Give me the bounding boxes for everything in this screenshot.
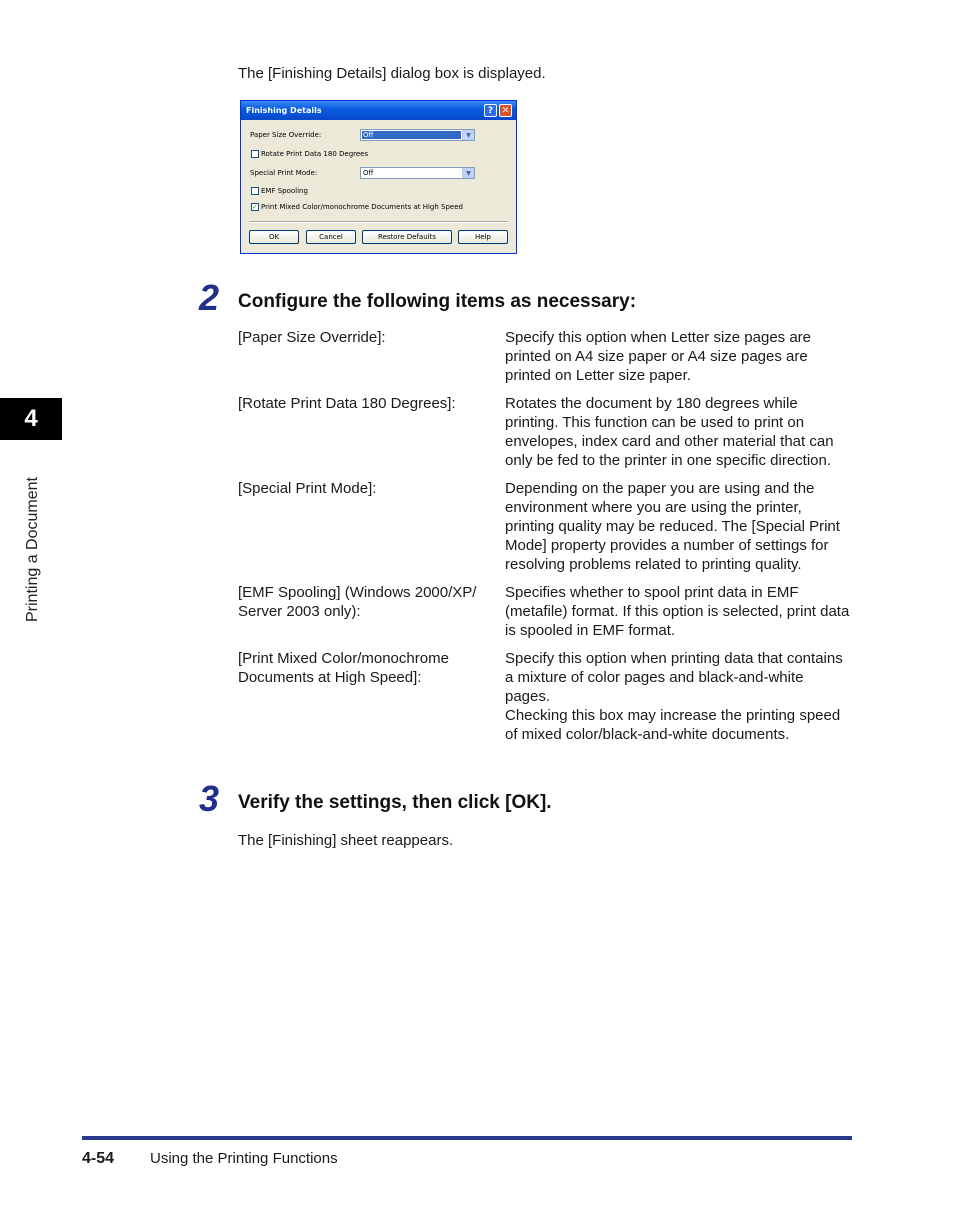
definition-description: Specifies whether to spool print data in EMF (metafile) format. If this option is selected, print data is spooled in EMF format. xyxy=(505,584,850,639)
definition-row xyxy=(238,394,853,470)
definition-description: Specify this option when Letter size pages are printed on A4 size paper or A4 size pages are printed on Letter size paper. xyxy=(505,329,812,384)
footer-rule xyxy=(82,1136,852,1140)
definition-description: Specify this option when printing data that contains a mixture of color pages and black-and-white pages. Checking this box may increase the printing speed of mixed color/black-and-white documents. xyxy=(505,650,843,743)
chevron-down-icon[interactable]: ▼ xyxy=(462,130,474,140)
cancel-button[interactable]: Cancel xyxy=(306,230,356,244)
paper-size-override-value: Off xyxy=(362,131,461,139)
emf-spooling-checkbox[interactable] xyxy=(251,187,259,195)
definition-row xyxy=(238,328,853,385)
paper-size-override-label: Paper Size Override: xyxy=(250,131,322,139)
definition-term: [Print Mixed Color/monochrome Documents at High Speed]: xyxy=(238,650,449,686)
intro-text: The [Finishing Details] dialog box is displayed. xyxy=(238,65,546,82)
definition-term: [EMF Spooling] (Windows 2000/XP/ Server 2003 only): xyxy=(238,584,477,620)
definition-term: [Paper Size Override]: xyxy=(238,329,386,346)
definition-description: Rotates the document by 180 degrees while printing. This function can be used to print on envelopes, index card and other material that can only be fed to the printer in one specific direction. xyxy=(505,395,834,469)
special-print-mode-value: Off xyxy=(363,169,374,177)
mixed-color-label: Print Mixed Color/monochrome Documents at High Speed xyxy=(261,203,463,211)
definition-row xyxy=(238,479,853,574)
chapter-side-title: Printing a Document xyxy=(24,477,41,622)
dialog-separator xyxy=(249,221,508,223)
step-3-text: The [Finishing] sheet reappears. xyxy=(238,832,454,849)
step-2-number: 2 xyxy=(199,277,220,318)
special-print-mode-select[interactable] xyxy=(360,167,475,179)
special-print-mode-label: Special Print Mode: xyxy=(250,169,318,177)
rotate-checkbox[interactable] xyxy=(251,150,259,158)
help-button[interactable]: Help xyxy=(458,230,508,244)
help-icon[interactable]: ? xyxy=(484,104,497,117)
settings-definition-list xyxy=(238,328,853,753)
definition-row xyxy=(238,649,853,744)
step-2-title: Configure the following items as necessary: xyxy=(238,291,637,312)
footer-section-title: Using the Printing Functions xyxy=(150,1150,338,1167)
restore-defaults-button[interactable]: Restore Defaults xyxy=(362,230,452,244)
chapter-number: 4 xyxy=(24,405,38,432)
page-number: 4-54 xyxy=(82,1150,115,1167)
paper-size-override-select[interactable] xyxy=(360,129,475,141)
definition-term: [Special Print Mode]: xyxy=(238,480,377,497)
mixed-color-checkbox[interactable]: ✓ xyxy=(252,203,258,211)
emf-spooling-label: EMF Spooling xyxy=(261,187,308,195)
step-3-title: Verify the settings, then click [OK]. xyxy=(238,792,552,813)
dialog-title-bar xyxy=(241,101,516,120)
ok-button[interactable]: OK xyxy=(249,230,299,244)
chevron-down-icon[interactable]: ▼ xyxy=(462,168,474,178)
definition-description: Depending on the paper you are using and the environment where you are using the printer, printing quality may be reduced. The [Special Print Mode] property provides a number of settings for resolving problems related to printing quality. xyxy=(505,480,840,573)
definition-term: [Rotate Print Data 180 Degrees]: xyxy=(238,395,456,412)
close-icon[interactable]: ✕ xyxy=(499,104,512,117)
definition-row xyxy=(238,583,853,640)
rotate-label: Rotate Print Data 180 Degrees xyxy=(261,150,369,158)
finishing-details-dialog xyxy=(240,100,517,254)
chapter-tab xyxy=(0,398,62,440)
dialog-title: Finishing Details xyxy=(246,106,322,115)
step-3-number: 3 xyxy=(199,778,220,819)
